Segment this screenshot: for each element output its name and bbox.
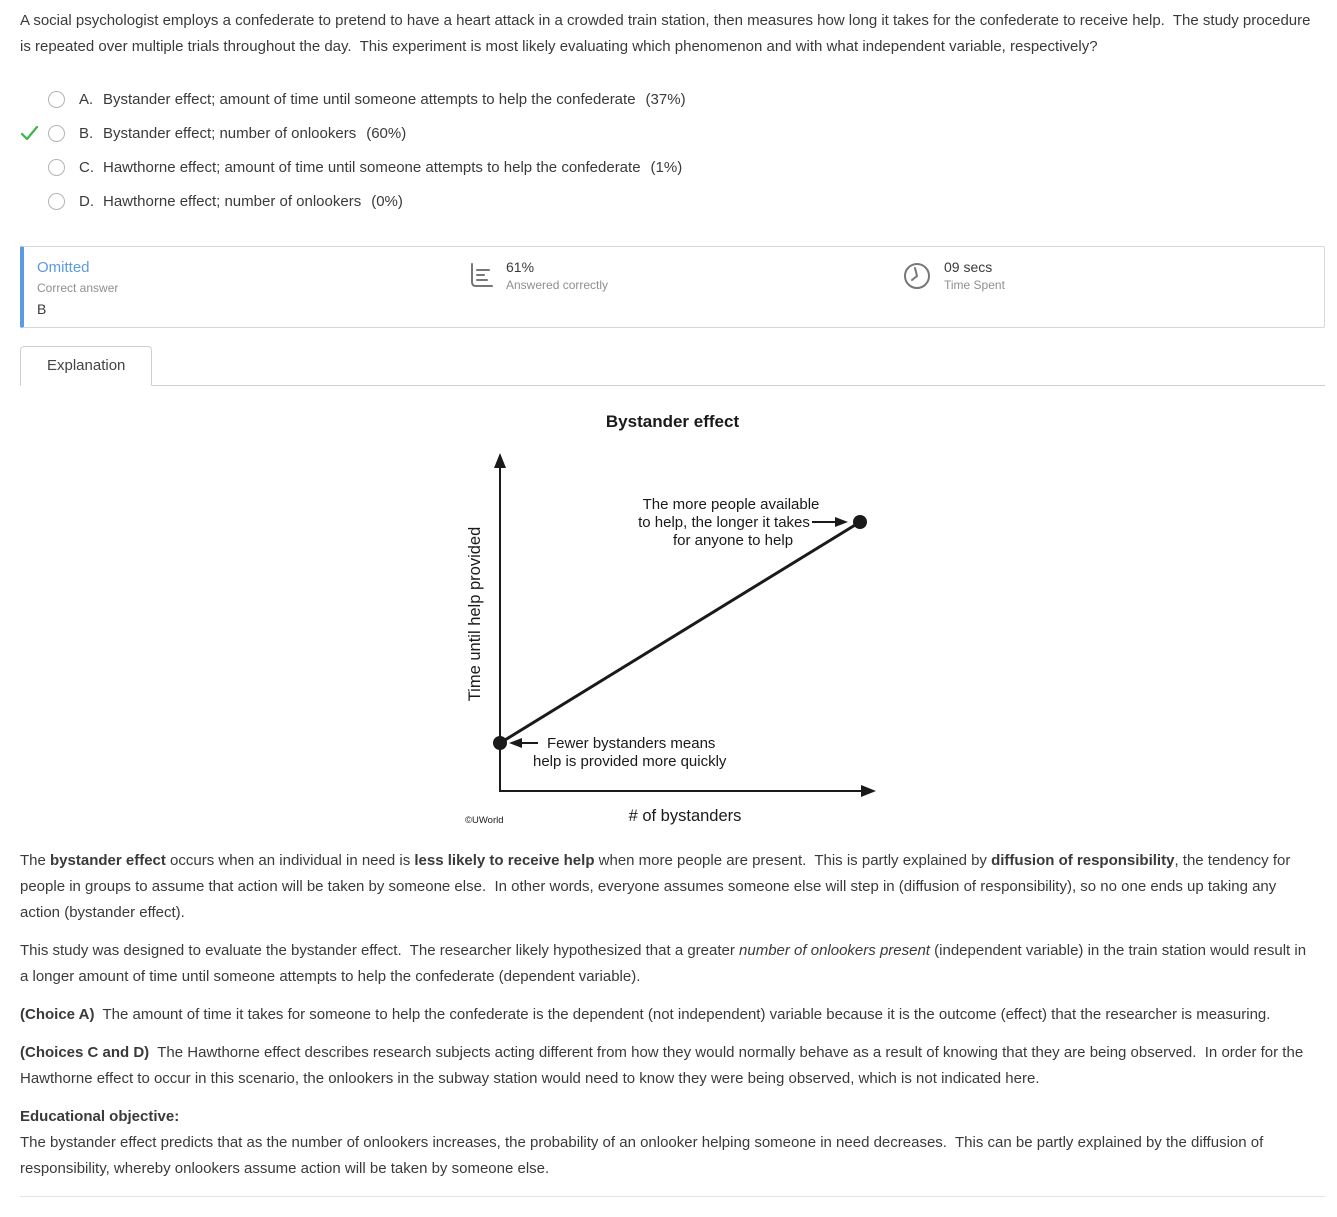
p1-seg-6: , the tendency for people in groups to assume that action will be taken by someone else. In other words, everyone assumes someone else will step in (diffusion of responsibility), so no one ends up taking any action (bystander effect).: [20, 852, 1295, 921]
option-b-check-slot: [20, 125, 46, 142]
p1-seg-1: bystander effect: [50, 852, 166, 869]
choices-cd-label: (Choices C and D): [20, 1044, 150, 1061]
data-point-few-bystanders: [493, 736, 507, 750]
correct-check-icon: [20, 125, 39, 142]
time-spent-label: Time Spent: [944, 278, 1005, 292]
x-axis-label: # of bystanders: [628, 807, 741, 825]
option-a-label: Bystander effect; amount of time until someone attempts to help the confederate: [103, 90, 636, 108]
y-axis-label: Time until help provided: [465, 526, 484, 702]
option-b-label: Bystander effect; number of onlookers: [103, 124, 357, 142]
explanation-body: [20, 848, 1325, 1182]
p2-seg-0: This study was designed to evaluate the bystander effect. The researcher likely hypothesized that a greater: [20, 942, 740, 959]
option-b-radio[interactable]: [48, 125, 65, 142]
option-d-letter: D.: [79, 192, 94, 210]
option-a-radio[interactable]: [48, 91, 65, 108]
bystander-effect-chart: [438, 436, 908, 834]
uworld-copyright: ©UWorld: [464, 815, 503, 826]
correct-answer-label: Correct answer: [37, 281, 119, 295]
option-row-c: [20, 150, 1325, 184]
option-a-letter: A.: [79, 90, 94, 108]
answered-correctly-stat: [506, 259, 608, 292]
annotation-bottom-arrowhead-icon: [509, 738, 522, 748]
option-c-label: Hawthorne effect; amount of time until someone attempts to help the confederate: [103, 158, 641, 176]
annotation-bottom-line-1: Fewer bystanders means: [546, 735, 715, 752]
p1-seg-2: occurs when an individual in need is: [165, 852, 415, 869]
p1-seg-4: when more people are present. This is partly explained by: [594, 852, 992, 869]
data-line: [500, 522, 860, 743]
bar-chart-icon: [468, 262, 494, 290]
option-d-radio[interactable]: [48, 193, 65, 210]
option-row-a: [20, 82, 1325, 116]
explanation-paragraph-2: [20, 938, 1313, 990]
time-spent-value: 09 secs: [944, 259, 993, 275]
annotation-top-line-1: The more people available: [642, 496, 819, 513]
answered-correctly-percent: 61%: [506, 259, 535, 275]
option-b-letter: B.: [79, 124, 94, 142]
answered-correctly-column: [468, 259, 608, 292]
p2-seg-1: number of onlookers present: [739, 942, 930, 959]
option-d-label: Hawthorne effect; number of onlookers: [103, 192, 362, 210]
chart-title: Bystander effect: [605, 412, 740, 431]
answered-correctly-label: Answered correctly: [506, 278, 609, 292]
educational-objective-text: The bystander effect predicts that as the number of onlookers increases, the probability of an onlooker helping someone in need decreases. This can be partly explained by the diffusion of responsibility, whereby onlookers assume action will be taken by someone else.: [20, 1134, 1268, 1177]
option-row-d: [20, 184, 1325, 218]
bystander-effect-figure: [438, 412, 908, 834]
annotation-top-line-2: to help, the longer it takes: [637, 514, 810, 531]
option-c-percent: (1%): [650, 158, 683, 176]
tab-explanation[interactable]: Explanation: [20, 346, 152, 386]
answer-options: [20, 82, 1325, 218]
time-spent-stat: [944, 259, 1005, 292]
data-point-many-bystanders: [853, 515, 867, 529]
omitted-status: Omitted: [37, 259, 90, 276]
option-a-percent: (37%): [645, 90, 686, 108]
option-c-radio[interactable]: [48, 159, 65, 176]
explanation-paragraph-1: [20, 848, 1313, 926]
bottom-divider: [20, 1196, 1325, 1197]
option-c-letter: C.: [79, 158, 94, 176]
choice-a-text: The amount of time it takes for someone to help the confederate is the dependent (not independent) variable because it is the outcome (effect) that the researcher is measuring.: [94, 1006, 1271, 1023]
correct-answer-value: B: [37, 301, 47, 317]
question-text: A social psychologist employs a confederate to pretend to have a heart attack in a crowded train station, then measures how long it takes for the confederate to receive help. The study procedure is repeated over multiple trials throughout the day. This experiment is most likely evaluating which phenomenon and with what independent variable, respectively?: [20, 12, 1315, 55]
option-row-b: [20, 116, 1325, 150]
choice-a-label: (Choice A): [20, 1006, 95, 1023]
clock-icon: [902, 261, 932, 291]
annotation-bottom-line-2: help is provided more quickly: [532, 753, 726, 770]
choice-a-paragraph: [20, 1002, 1313, 1028]
result-summary-box: [20, 246, 1325, 328]
p1-seg-3: less likely to receive help: [414, 852, 595, 869]
y-axis-arrowhead-icon: [494, 453, 506, 468]
p1-seg-5: diffusion of responsibility: [991, 852, 1175, 869]
option-b-percent: (60%): [366, 124, 407, 142]
time-spent-column: [902, 259, 1005, 292]
p2-seg-2: (independent variable) in the train station would result in a longer amount of time until someone attempts to help the confederate (dependent variable).: [20, 942, 1311, 985]
choices-cd-paragraph: [20, 1040, 1313, 1092]
choices-cd-text: The Hawthorne effect describes research subjects acting different from how they would normally behave as a result of knowing that they are being observed. In order for the Hawthorne effect to occur in this scenario, the onlookers in the subway station would need to know they were being observed, which is not indicated here.: [20, 1044, 1308, 1087]
option-d-percent: (0%): [371, 192, 403, 210]
result-status-column: [37, 259, 118, 317]
annotation-top-arrowhead-icon: [835, 517, 848, 527]
educational-objective-heading: Educational objective:: [20, 1108, 180, 1125]
x-axis-arrowhead-icon: [861, 785, 876, 797]
p1-seg-0: The: [20, 852, 51, 869]
annotation-top-line-3: for anyone to help: [672, 532, 793, 549]
tab-bar: [20, 346, 1325, 386]
